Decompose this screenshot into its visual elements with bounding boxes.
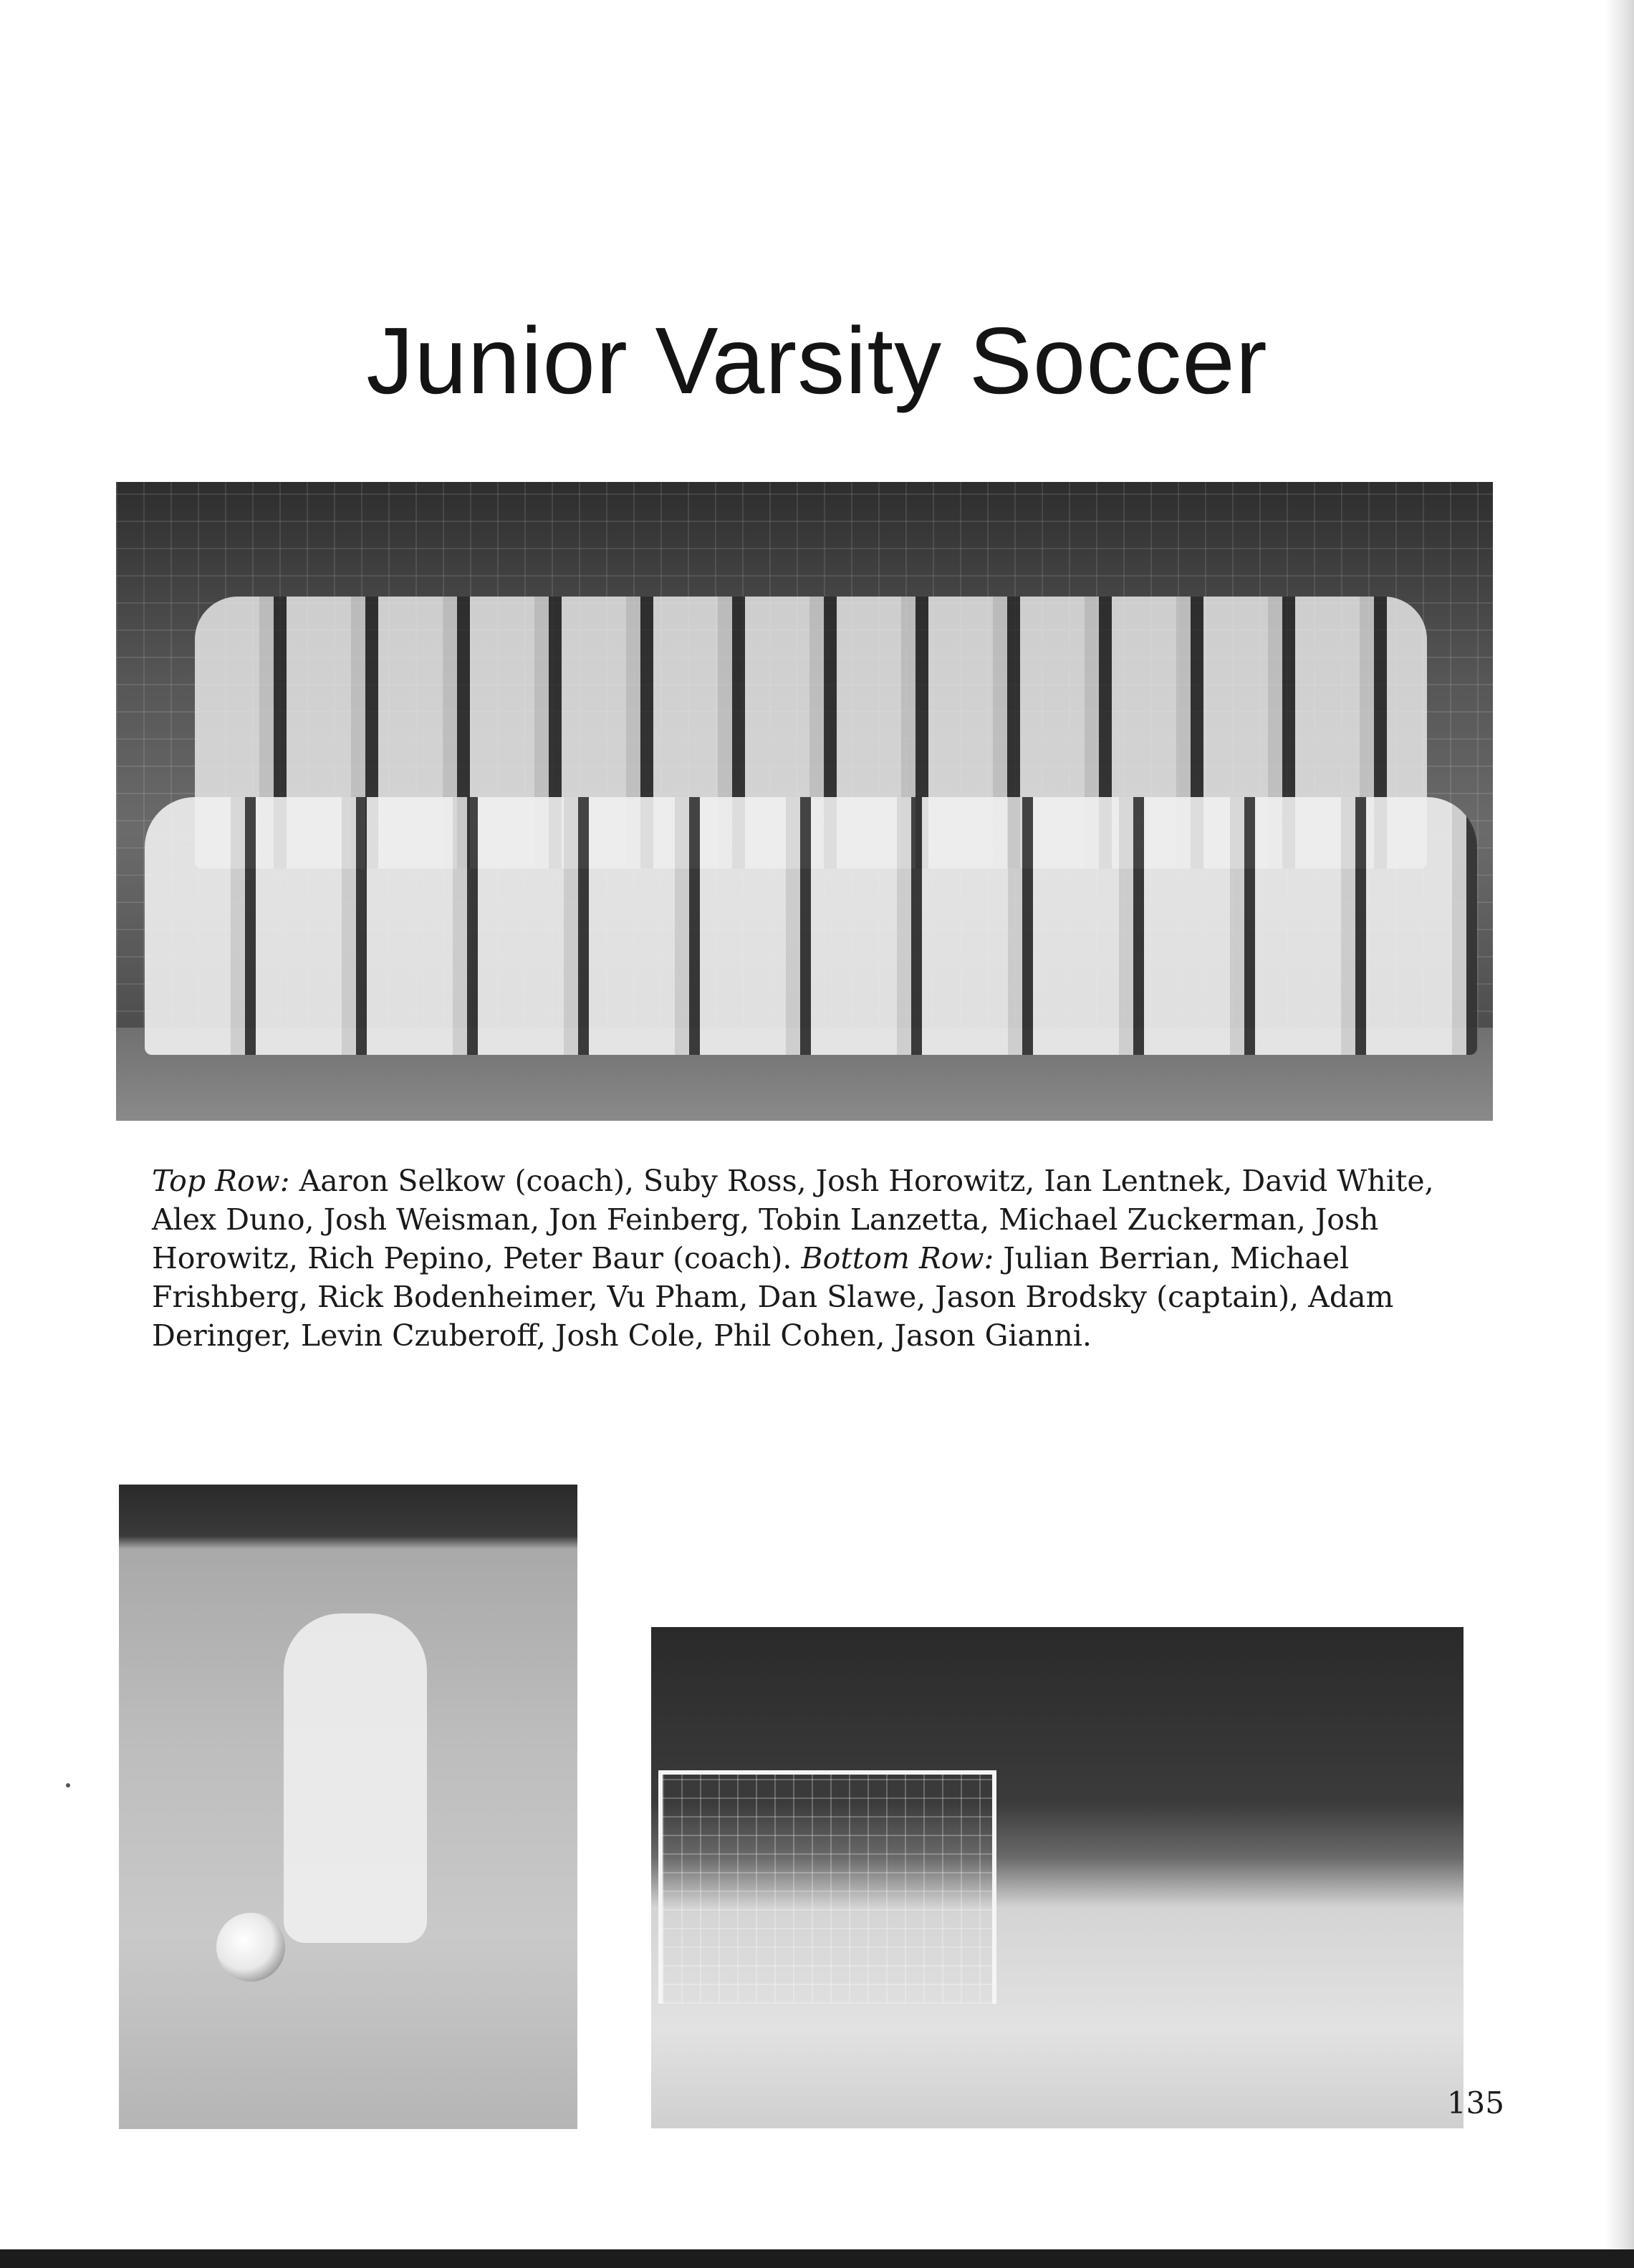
team-photo: [116, 482, 1493, 1121]
team-photo-caption: [152, 1162, 1491, 1355]
soccer-ball: [216, 1913, 285, 1982]
print-speck: [66, 1783, 70, 1787]
top-row-label: Top Row:: [152, 1164, 290, 1198]
soccer-goal: [658, 1770, 996, 2004]
page-title: Junior Varsity Soccer: [366, 308, 1268, 413]
page-number: 135: [1446, 2085, 1504, 2120]
page-bottom-border: [0, 2249, 1634, 2268]
team-photo-bottom-row: [145, 797, 1477, 1055]
goal-practice-photo: [651, 1627, 1464, 2128]
kicking-player: [284, 1613, 427, 1943]
top-row-names: Aaron Selkow (coach), Suby Ross, Josh Horowitz, Ian Lentnek, David White, Alex Duno, Josh Weisman, Jon Feinberg, Tobin Lanzetta, Michael Zuckerman, Josh Horowitz, Rich Pepino, Peter Baur (coach).: [152, 1164, 1434, 1275]
bottom-row-names: Julian Berrian, Michael Frishberg, Rick Bodenheimer, Vu Pham, Dan Slawe, Jason Brodsky (captain), Adam Deringer, Levin Czuberoff, Josh Cole, Phil Cohen, Jason Gianni.: [152, 1241, 1394, 1353]
player-kicking-photo: [119, 1485, 577, 2129]
bottom-row-label: Bottom Row:: [801, 1241, 994, 1275]
